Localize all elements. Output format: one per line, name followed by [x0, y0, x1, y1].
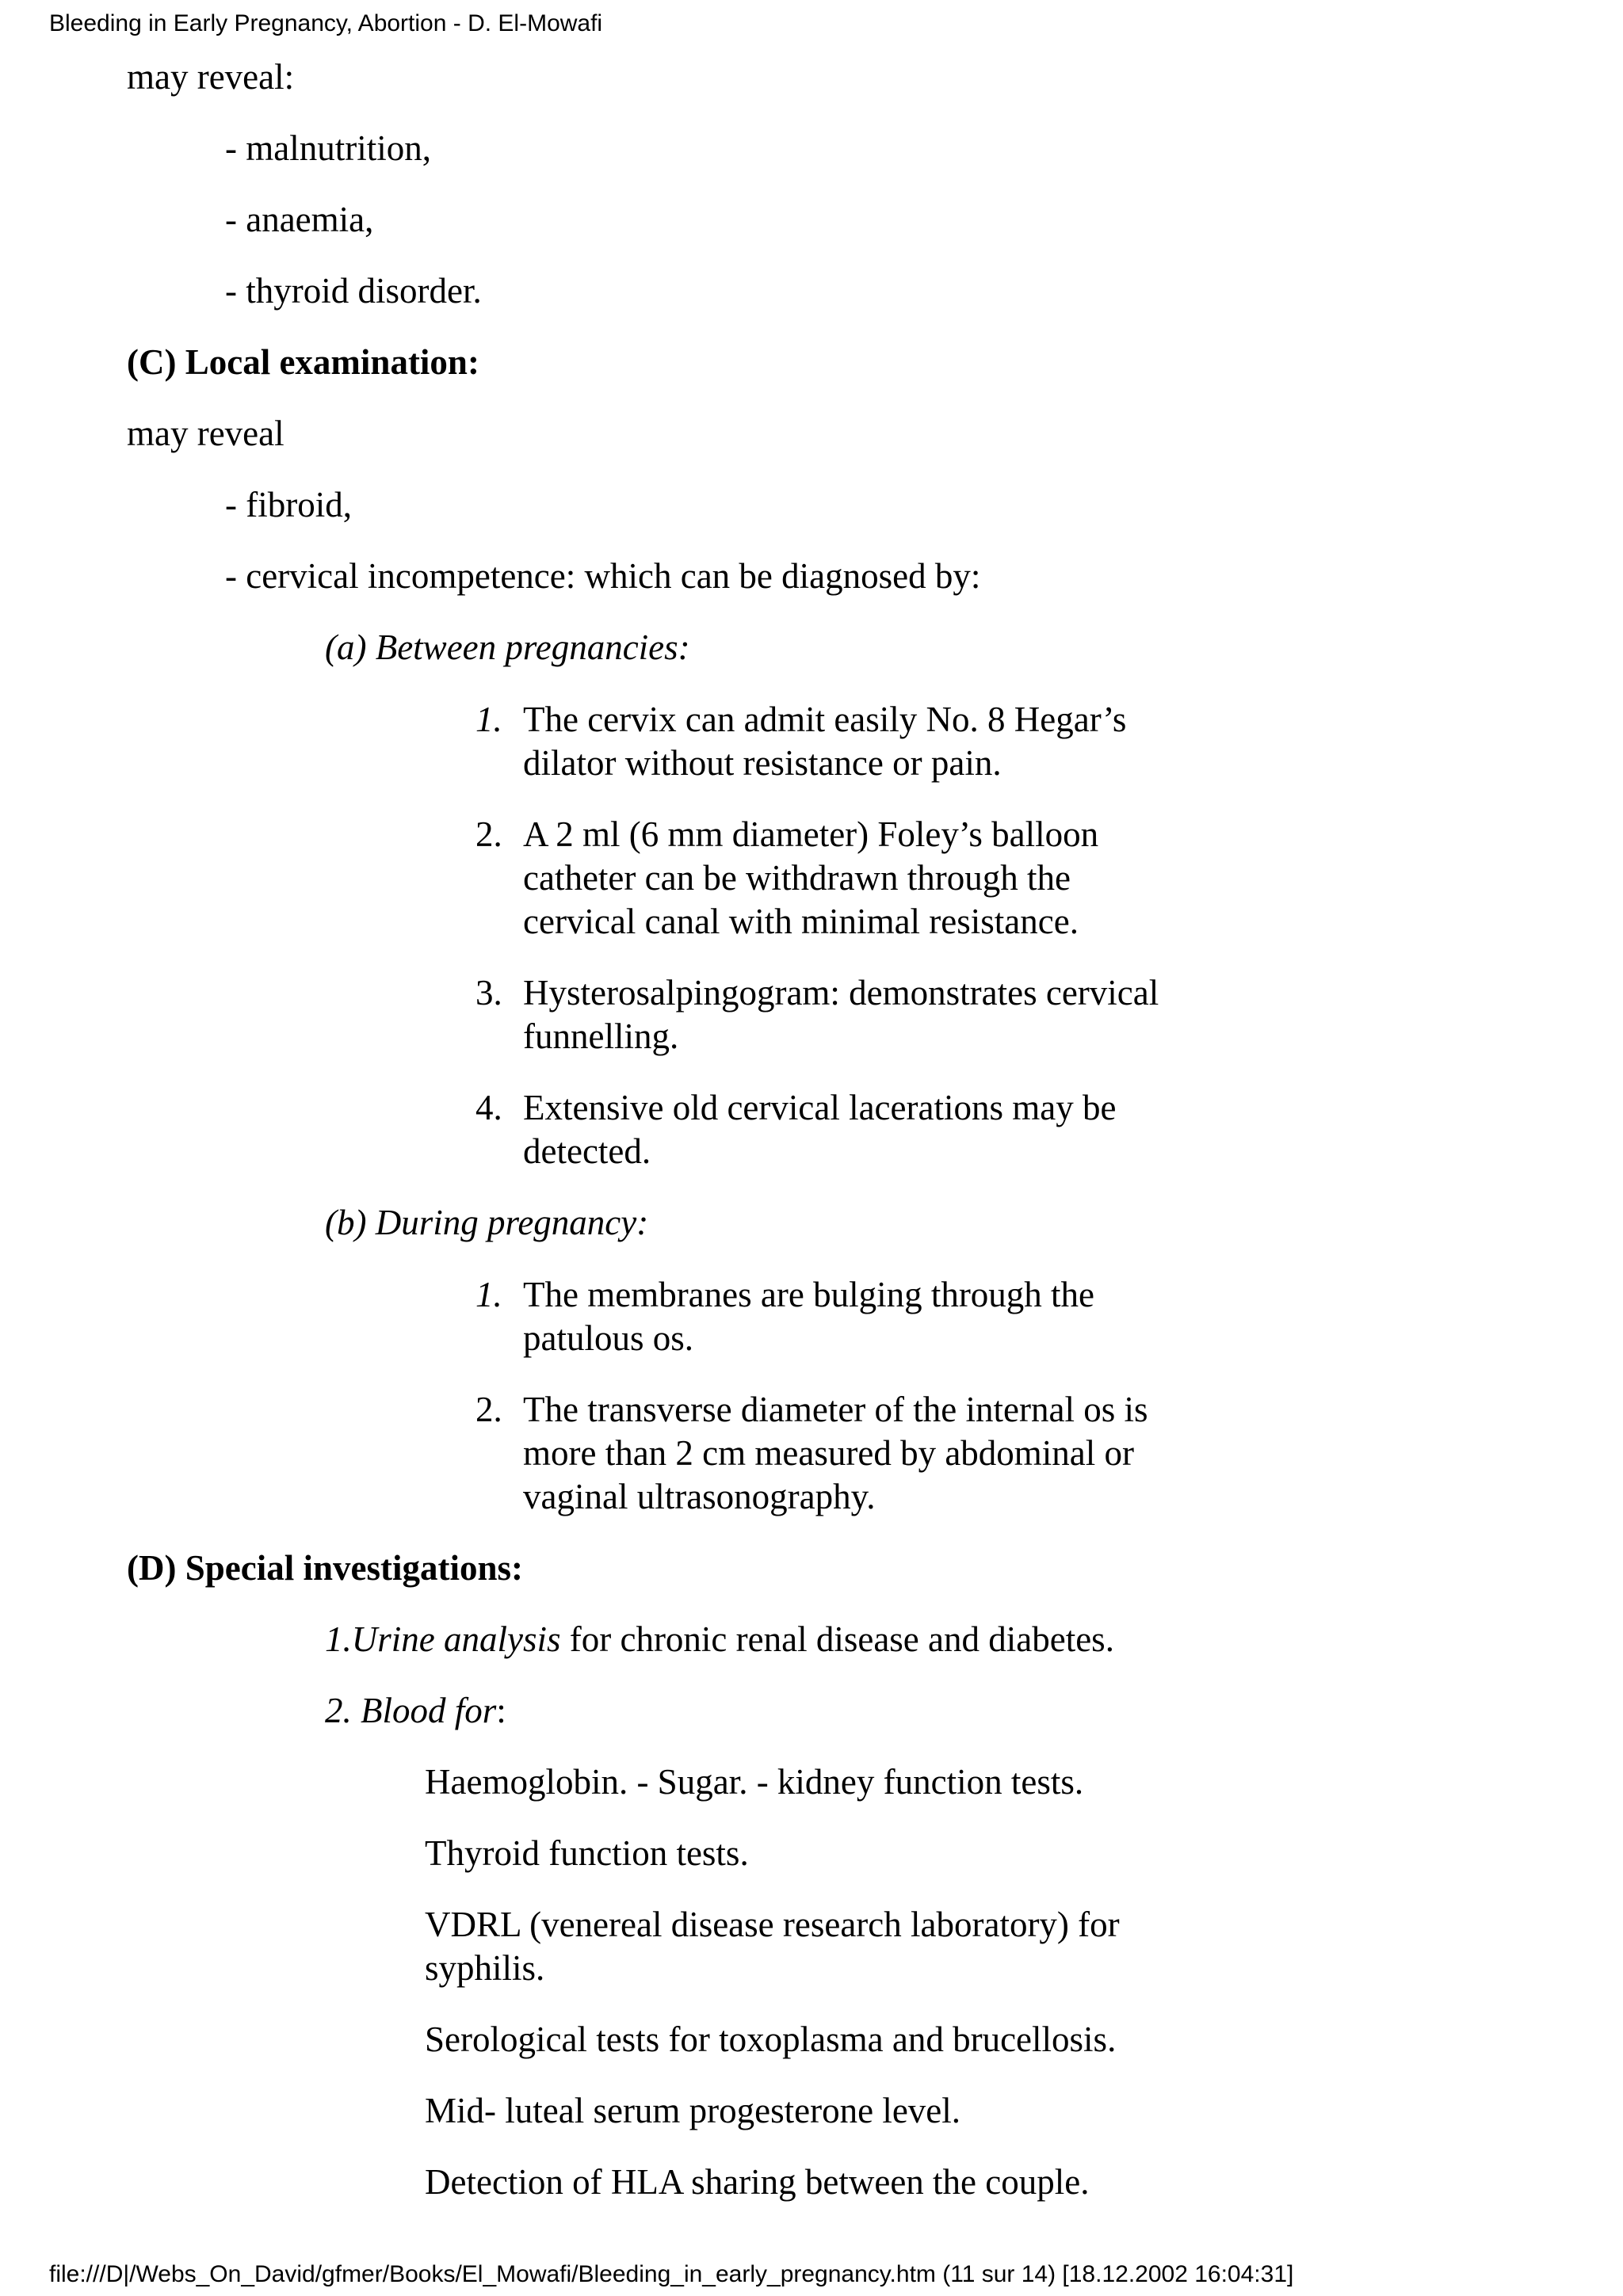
blood-test-item: VDRL (venereal disease research laboratory) for [425, 1905, 1120, 1944]
list-number: 2. [475, 1390, 502, 1429]
page-header: Bleeding in Early Pregnancy, Abortion - D. El-Mowafi [49, 10, 603, 36]
list-item: - thyroid disorder. [225, 271, 482, 311]
list-item-text: The transverse diameter of the internal os is [523, 1390, 1148, 1429]
list-item-text: The membranes are bulging through the [523, 1275, 1095, 1314]
list-item-text: detected. [523, 1131, 651, 1171]
urine-analysis-text: for chronic renal disease and diabetes. [560, 1619, 1114, 1659]
list-item: - anaemia, [225, 200, 374, 239]
list-item-text: Extensive old cervical lacerations may be [523, 1088, 1117, 1127]
blood-test-item: Thyroid function tests. [425, 1833, 749, 1873]
list-item-text: funnelling. [523, 1016, 679, 1056]
list-item-text: more than 2 cm measured by abdominal or [523, 1433, 1135, 1473]
blood-test-item: syphilis. [425, 1948, 545, 1988]
local-exam-intro: may reveal [127, 414, 285, 453]
list-item-text: catheter can be withdrawn through the [523, 858, 1071, 898]
blood-test-item: Serological tests for toxoplasma and brucellosis. [425, 2019, 1117, 2059]
special-investigations-heading: (D) Special investigations: [127, 1548, 523, 1588]
blood-test-item: Detection of HLA sharing between the couple. [425, 2162, 1090, 2202]
list-number: 1. [475, 700, 502, 739]
urine-analysis-label: 1.Urine analysis [325, 1619, 561, 1659]
list-item-text: A 2 ml (6 mm diameter) Foley’s balloon [523, 814, 1099, 854]
list-item: - fibroid, [225, 485, 352, 524]
page-footer-path: file:///D|/Webs_On_David/gfmer/Books/El_Mowafi/Bleeding_in_early_pregnancy.htm (11 sur 14) [18.12.2002 16:04:31] [49, 2261, 1294, 2287]
list-number: 1. [475, 1275, 502, 1314]
list-item: - cervical incompetence: which can be diagnosed by: [225, 556, 981, 596]
list-item-text: Hysterosalpingogram: demonstrates cervical [523, 973, 1159, 1013]
list-item: - malnutrition, [225, 128, 431, 168]
blood-tests-item [325, 1689, 506, 1733]
list-number: 4. [475, 1088, 502, 1127]
blood-for-label: 2. Blood for [325, 1691, 497, 1730]
general-exam-intro: may reveal: [127, 57, 295, 97]
blood-for-suffix: : [496, 1691, 506, 1730]
list-item-text: dilator without resistance or pain. [523, 743, 1002, 783]
list-item-text: vaginal ultrasonography. [523, 1477, 876, 1516]
blood-test-item: Mid- luteal serum progesterone level. [425, 2091, 961, 2130]
blood-test-item: Haemoglobin. - Sugar. - kidney function tests. [425, 1762, 1084, 1802]
during-pregnancy-label: (b) During pregnancy: [325, 1203, 649, 1242]
between-pregnancies-label: (a) Between pregnancies: [325, 627, 690, 667]
list-item-text: The cervix can admit easily No. 8 Hegar’s [523, 700, 1127, 739]
local-exam-heading: (C) Local examination: [127, 342, 479, 382]
list-number: 3. [475, 973, 502, 1013]
list-item-text: patulous os. [523, 1318, 694, 1358]
urine-analysis-item [325, 1618, 1114, 1661]
list-item-text: cervical canal with minimal resistance. [523, 902, 1079, 941]
list-number: 2. [475, 814, 502, 854]
